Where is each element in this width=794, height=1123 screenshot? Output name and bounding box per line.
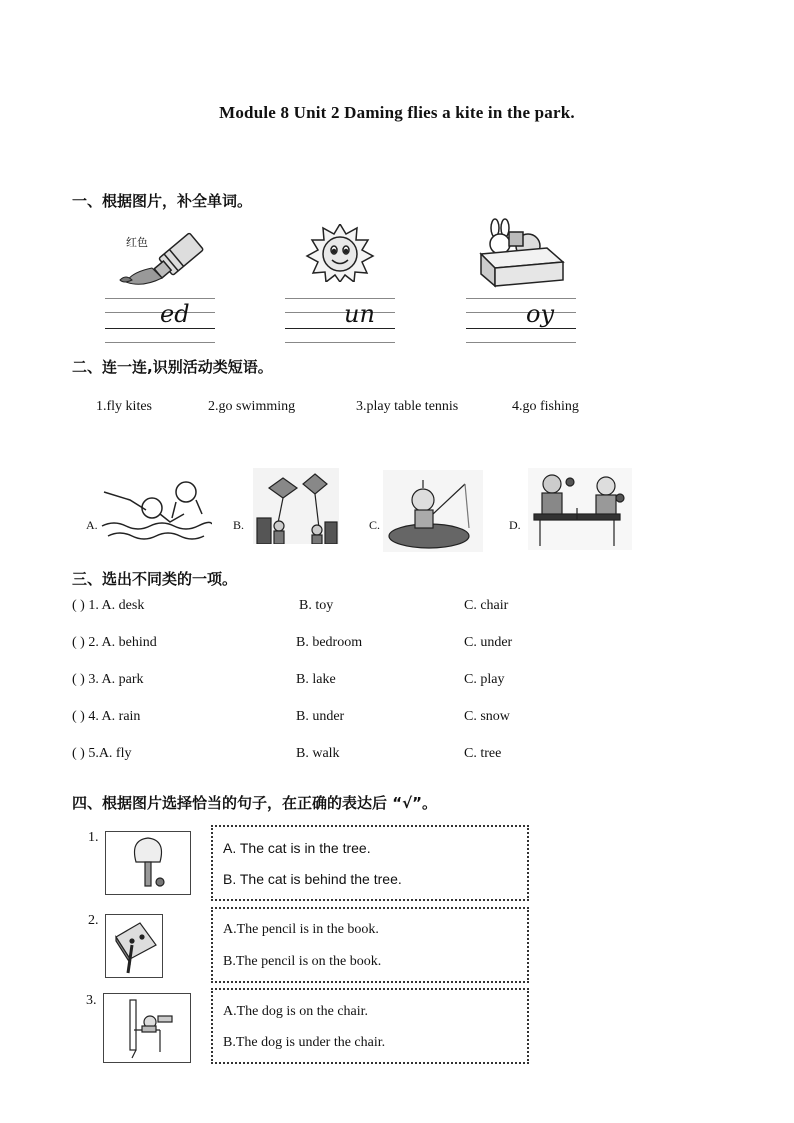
paint-tube-icon [112, 222, 204, 290]
q3-c: C. play [464, 672, 505, 687]
writing-lines-3 [466, 298, 576, 344]
toy-box-icon [473, 218, 565, 288]
item3-option-b: B.The dog is under the chair. [223, 1035, 386, 1050]
letter-d: D. [509, 518, 521, 532]
swimming-picture [100, 474, 212, 546]
item2-option-b: B.The pencil is on the book. [223, 954, 382, 969]
item1-option-b: B. The cat is behind the tree. [223, 871, 402, 887]
q3-b: B. lake [296, 672, 336, 687]
option-box-3 [211, 988, 529, 1064]
section2-heading: 二、连一连,识别活动类短语。 [72, 358, 273, 376]
book-pencil-icon [106, 915, 162, 977]
q5-b: B. walk [296, 746, 340, 761]
fishing-picture [383, 470, 483, 552]
item1-number: 1. [88, 830, 99, 845]
option-box-2 [211, 907, 529, 983]
item2-option-a: A.The pencil is in the book. [223, 922, 379, 937]
dog-chair-picture [103, 993, 191, 1063]
letter-a: A. [86, 518, 98, 532]
phrase-1: 1.fly kites [96, 399, 152, 414]
q2-c: C. under [464, 635, 513, 650]
section4-heading: 四、根据图片选择恰当的句子，在正确的表达后 “√”。 [72, 794, 437, 812]
chair-dog-icon [104, 994, 190, 1062]
item1-option-a: A. The cat is in the tree. [223, 840, 371, 856]
phrase-4: 4.go fishing [512, 399, 579, 414]
q2-a: ( ) 2. A. behind [72, 635, 157, 650]
q1-a: ( ) 1. A. desk [72, 598, 145, 613]
q2-b: B. bedroom [296, 635, 363, 650]
red-label: 红色 [126, 237, 148, 249]
section3-heading: 三、选出不同类的一项。 [72, 570, 238, 588]
word-red: ed [160, 300, 190, 328]
phrase-2: 2.go swimming [208, 399, 296, 414]
item3-number: 3. [86, 993, 97, 1008]
section1-heading: 一、根据图片，补全单词。 [72, 192, 253, 210]
q4-a: ( ) 4. A. rain [72, 709, 141, 724]
word-sun: un [344, 300, 375, 328]
red-paint-picture [112, 222, 204, 290]
page-title: Module 8 Unit 2 Daming flies a kite in the park. [219, 103, 575, 122]
word-toy: oy [526, 300, 555, 328]
q3-a: ( ) 3. A. park [72, 672, 144, 687]
item2-number: 2. [88, 913, 99, 928]
q4-b: B. under [296, 709, 345, 724]
item3-option-a: A.The dog is on the chair. [223, 1004, 369, 1019]
q5-c: C. tree [464, 746, 502, 761]
letter-c: C. [369, 518, 381, 532]
option-box-1 [211, 825, 529, 901]
tree-cat-picture [105, 831, 191, 895]
table-tennis-picture [528, 468, 632, 550]
pencil-book-picture [105, 914, 163, 978]
phrase-3: 3.play table tennis [356, 399, 459, 414]
flying-kites-picture [253, 468, 339, 544]
q4-c: C. snow [464, 709, 510, 724]
q5-a: ( ) 5.A. fly [72, 746, 132, 761]
letter-b: B. [233, 518, 245, 532]
q1-c: C. chair [464, 598, 509, 613]
sun-icon [305, 224, 375, 282]
writing-lines-2 [285, 298, 395, 344]
q1-b: B. toy [299, 598, 334, 613]
tree-icon [106, 832, 190, 894]
